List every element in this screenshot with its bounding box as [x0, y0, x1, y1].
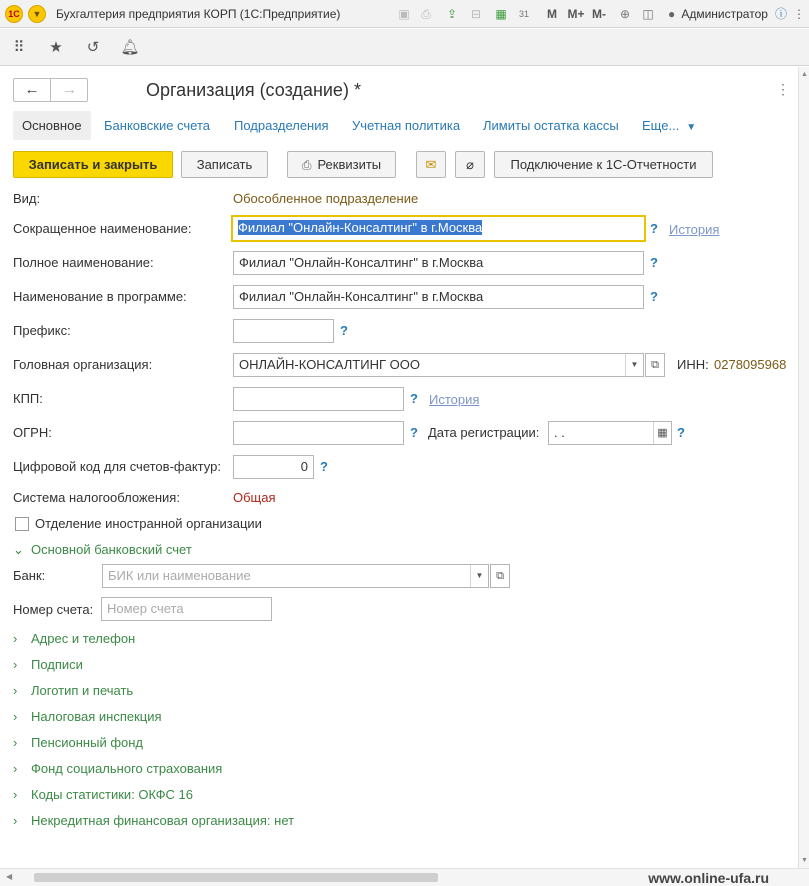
group-statistics-codes[interactable] — [13, 787, 193, 802]
program-name-input[interactable]: Филиал "Онлайн-Консалтинг" в г.Москва — [233, 285, 644, 309]
open-bank-icon[interactable]: ⧉ — [490, 564, 510, 588]
tax-system-value[interactable]: Общая — [233, 490, 276, 505]
email-icon[interactable]: ✉ — [416, 151, 446, 178]
tab-accounting-policy[interactable]: Учетная политика — [352, 118, 461, 133]
tab-more-label: Еще... — [642, 118, 680, 133]
user-icon: ● — [668, 7, 676, 21]
full-name-help-icon[interactable]: ? — [650, 255, 658, 270]
dropdown-arrow-icon[interactable]: ▼ — [470, 565, 488, 587]
full-name-label: Полное наименование: — [13, 255, 154, 270]
program-name-help-icon[interactable]: ? — [650, 289, 658, 304]
favorites-star-icon[interactable]: ★ — [49, 39, 63, 56]
save-icon[interactable]: ▣ — [398, 7, 410, 21]
vertical-scrollbar[interactable] — [798, 67, 809, 868]
requisites-button[interactable] — [287, 151, 396, 178]
memory-m-button[interactable]: M — [547, 7, 557, 21]
digital-code-input[interactable]: 0 — [233, 455, 314, 479]
chevron-right-icon: › — [13, 657, 18, 672]
calculator-icon[interactable]: ▦ — [495, 7, 507, 21]
nav-bar — [0, 29, 809, 66]
reg-date-help-icon[interactable]: ? — [677, 425, 685, 440]
tab-main[interactable]: Основное — [13, 111, 91, 140]
full-name-input[interactable]: Филиал "Онлайн-Консалтинг" в г.Москва — [233, 251, 644, 275]
ogrn-help-icon[interactable]: ? — [410, 425, 418, 440]
chevron-right-icon: › — [13, 683, 18, 698]
ogrn-label: ОГРН: — [13, 425, 52, 440]
calendar-picker-icon[interactable]: ▦ — [653, 422, 671, 444]
program-name-label: Наименование в программе: — [13, 289, 187, 304]
title-bar — [0, 0, 809, 28]
save-and-close-button[interactable]: Записать и закрыть — [13, 151, 173, 178]
page-title: Организация (создание) * — [146, 80, 361, 100]
prefix-input[interactable] — [233, 319, 334, 343]
inn-label: ИНН: — [677, 357, 709, 372]
digital-code-help-icon[interactable]: ? — [320, 459, 328, 474]
history-icon[interactable]: ↺ — [86, 39, 100, 56]
bank-group-toggle[interactable] — [13, 542, 192, 558]
bank-group-label: Основной банковский счет — [31, 542, 192, 557]
upload-icon[interactable]: ⇪ — [446, 7, 458, 21]
forward-arrow-icon[interactable]: → — [62, 81, 77, 98]
chevron-right-icon: › — [13, 813, 18, 828]
reg-date-value: . . — [554, 425, 565, 440]
short-name-label: Сокращенное наименование: — [13, 221, 192, 236]
chevron-right-icon: › — [13, 761, 18, 776]
bank-placeholder: БИК или наименование — [108, 568, 251, 583]
group-label: Подписи — [31, 657, 83, 672]
tax-system-label: Система налогообложения: — [13, 490, 180, 505]
chevron-right-icon: › — [13, 631, 18, 646]
printer-icon: ⎙ — [301, 158, 312, 172]
requisites-label: Реквизиты — [317, 157, 382, 172]
scroll-left-icon[interactable]: ◀ — [6, 872, 13, 881]
head-org-select[interactable] — [233, 353, 644, 377]
short-name-input[interactable] — [231, 215, 646, 242]
app-title: Бухгалтерия предприятия КОРП (1С:Предприятие) — [56, 7, 341, 21]
short-name-help-icon[interactable]: ? — [650, 221, 658, 236]
app-logo-icon: 1С — [5, 5, 23, 23]
chevron-right-icon: › — [13, 735, 18, 750]
tab-subdivisions[interactable]: Подразделения — [234, 118, 329, 133]
chevron-right-icon: › — [13, 709, 18, 724]
horizontal-scrollbar[interactable] — [0, 868, 809, 886]
main-menu-button[interactable]: ▼ — [28, 5, 46, 23]
digital-code-label: Цифровой код для счетов-фактур: — [13, 459, 221, 474]
tab-cash-limits[interactable]: Лимиты остатка кассы — [483, 118, 619, 133]
group-label: Пенсионный фонд — [31, 735, 144, 750]
ogrn-input[interactable] — [233, 421, 404, 445]
zoom-icon[interactable]: ⊕ — [619, 7, 631, 21]
vid-label: Вид: — [13, 191, 41, 206]
kpp-input[interactable] — [233, 387, 404, 411]
notifications-bell-icon[interactable]: 🔔︎ — [120, 39, 140, 56]
group-logo-stamp[interactable] — [13, 683, 133, 698]
print-icon[interactable]: ⎙ — [421, 7, 431, 21]
group-label: Некредитная финансовая организация: нет — [31, 813, 295, 828]
group-tax-office[interactable] — [13, 709, 162, 724]
watermark: www.online-ufa.ru — [648, 870, 769, 886]
inn-value: 0278095968 — [714, 357, 787, 372]
bank-select[interactable] — [102, 564, 489, 588]
prefix-label: Префикс: — [13, 323, 71, 338]
kpp-label: КПП: — [13, 391, 43, 406]
form-menu-icon[interactable]: ⋮ — [776, 81, 790, 97]
scroll-thumb[interactable] — [34, 873, 438, 882]
user-name: Администратор — [681, 7, 768, 21]
reg-date-label: Дата регистрации: — [428, 425, 540, 440]
account-input[interactable] — [101, 597, 272, 621]
foreign-org-checkbox[interactable] — [15, 517, 29, 531]
memory-plus-button[interactable]: M+ — [567, 7, 585, 21]
kpp-history-link[interactable]: История — [429, 392, 480, 407]
kpp-help-icon[interactable]: ? — [410, 391, 418, 406]
chevron-down-icon: ⌄ — [13, 542, 24, 557]
account-placeholder: Номер счета — [107, 601, 184, 616]
info-icon[interactable]: ⓘ — [774, 7, 787, 21]
head-org-value: ОНЛАЙН-КОНСАЛТИНГ ООО — [239, 357, 420, 372]
chevron-down-icon: ▼ — [686, 122, 697, 133]
group-social-insurance[interactable] — [13, 761, 222, 776]
tab-more[interactable] — [633, 111, 705, 140]
scroll-down-icon[interactable]: ▼ — [801, 857, 808, 864]
more-icon[interactable]: ⋮ — [793, 7, 805, 21]
group-label: Налоговая инспекция — [31, 709, 162, 724]
group-pension-fund[interactable] — [13, 735, 143, 750]
user-menu[interactable] — [668, 7, 768, 21]
back-arrow-icon[interactable]: ← — [14, 79, 51, 101]
calendar-icon[interactable]: 31 — [518, 9, 529, 19]
group-address-phone[interactable] — [13, 631, 135, 646]
save-button[interactable]: Записать — [181, 151, 268, 178]
vid-value: Обособленное подразделение — [233, 191, 419, 206]
open-head-org-icon[interactable]: ⧉ — [645, 353, 665, 377]
reg-date-input[interactable] — [548, 421, 672, 445]
scroll-up-icon[interactable]: ▲ — [801, 71, 808, 78]
history-nav — [13, 78, 88, 102]
short-name-value: Филиал "Онлайн-Консалтинг" в г.Москва — [238, 220, 483, 235]
foreign-org-label[interactable]: Отделение иностранной организации — [35, 516, 262, 531]
group-signatures[interactable] — [13, 657, 83, 672]
bank-label: Банк: — [13, 568, 46, 583]
tab-bank-accounts[interactable]: Банковские счета — [104, 118, 211, 133]
group-noncredit-org[interactable] — [13, 813, 294, 828]
prefix-help-icon[interactable]: ? — [340, 323, 348, 338]
attach-icon[interactable]: ⊟ — [470, 7, 482, 21]
memory-minus-button[interactable]: M- — [592, 7, 606, 21]
group-label: Логотип и печать — [31, 683, 134, 698]
short-name-history-link[interactable]: История — [669, 222, 720, 237]
panel-icon[interactable]: ◫ — [642, 7, 654, 21]
group-label: Фонд социального страхования — [31, 761, 223, 776]
sections-grid-icon[interactable]: ⠿ — [13, 39, 25, 56]
paperclip-icon[interactable]: ⌀ — [455, 151, 485, 178]
group-label: Адрес и телефон — [31, 631, 136, 646]
dropdown-arrow-icon[interactable]: ▼ — [625, 354, 643, 376]
head-org-label: Головная организация: — [13, 357, 153, 372]
chevron-right-icon: › — [13, 787, 18, 802]
connect-reporting-button[interactable]: Подключение к 1С-Отчетности — [494, 151, 713, 178]
organization-form — [0, 67, 798, 868]
account-label: Номер счета: — [13, 602, 94, 617]
group-label: Коды статистики: ОКФС 16 — [31, 787, 193, 802]
